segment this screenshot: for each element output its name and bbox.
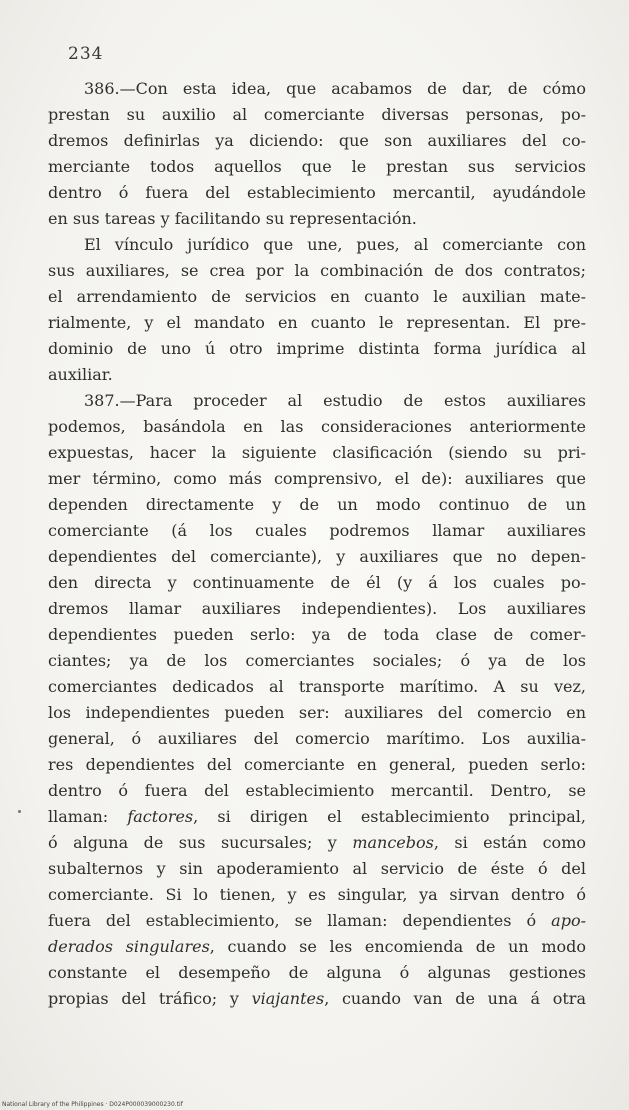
text-line: den directa y continuamente de él (y á los cuales po- — [48, 573, 586, 592]
italic-term: apo- — [551, 911, 586, 930]
text-line — [48, 986, 586, 1012]
text-segment: , si dirigen el establecimiento principal, — [193, 807, 587, 826]
text-segment: , cuando se les encomienda de un modo — [209, 937, 587, 956]
text-line: dependientes pueden serlo: ya de toda clase de comer- — [48, 625, 586, 644]
text-line: prestan su auxilio al comerciante diversas personas, po- — [48, 105, 586, 124]
text-line: 387.—Para proceder al estudio de estos auxiliares — [84, 391, 586, 410]
text-line: subalternos y sin apoderamiento al servicio de éste ó del — [48, 859, 586, 878]
text-line: constante el desempeño de alguna ó algunas gestiones — [48, 963, 586, 982]
text-line — [48, 934, 586, 960]
text-line: dominio de uno ú otro imprime distinta forma jurídica al — [48, 339, 586, 358]
text-line: dentro ó fuera del establecimiento mercantil. Dentro, se — [48, 781, 586, 800]
text-line: sus auxiliares, se crea por la combinación de dos contratos; — [48, 261, 586, 280]
text-line: dremos llamar auxiliares independientes). Los auxiliares — [48, 599, 586, 618]
italic-term: viajantes — [251, 989, 325, 1008]
text-line: auxiliar. — [48, 365, 113, 384]
library-footer: National Library of the Philippines · D024P000039000230.tif — [2, 1101, 183, 1108]
text-line: el arrendamiento de servicios en cuanto le auxilian mate- — [48, 287, 586, 306]
text-line: los independientes pueden ser: auxiliares del comercio en — [48, 703, 586, 722]
text-line: res dependientes del comerciante en general, pueden serlo: — [48, 755, 586, 774]
text-line: mer término, como más comprensivo, el de): auxiliares que — [48, 469, 586, 488]
text-line: expuestas, hacer la siguiente clasificación (siendo su pri- — [48, 443, 586, 462]
italic-term: mancebos — [352, 833, 434, 852]
text-line: dependen directamente y de un modo continuo de un — [48, 495, 586, 514]
text-line — [48, 908, 586, 934]
text-line: dremos definirlas ya diciendo: que son auxiliares del co- — [48, 131, 586, 150]
page-number: 234 — [68, 44, 104, 64]
text-line — [48, 830, 586, 856]
body-text — [48, 76, 586, 1012]
italic-term: factores — [127, 807, 194, 826]
text-line: dependientes del comerciante), y auxiliares que no depen- — [48, 547, 586, 566]
text-segment: , si están como — [433, 833, 586, 852]
text-segment: ó alguna de sus sucursales; y — [48, 833, 353, 852]
italic-term: derados singulares — [48, 937, 210, 956]
text-segment: , cuando van de una á otra — [324, 989, 586, 1008]
text-line: comerciante. Si lo tienen, y es singular, ya sirvan dentro ó — [48, 885, 586, 904]
text-line: en sus tareas y facilitando su representación. — [48, 209, 417, 228]
text-line: comerciante (á los cuales podremos llamar auxiliares — [48, 521, 586, 540]
text-line: rialmente, y el mandato en cuanto le representan. El pre- — [48, 313, 586, 332]
text-line: 386.—Con esta idea, que acabamos de dar, de cómo — [84, 79, 586, 98]
scan-speck — [18, 810, 21, 813]
text-line: comerciantes dedicados al transporte marítimo. A su vez, — [48, 677, 586, 696]
text-segment: llaman: — [48, 807, 128, 826]
text-segment: fuera del establecimiento, se llaman: dependientes ó — [48, 911, 552, 930]
text-line: general, ó auxiliares del comercio marítimo. Los auxilia- — [48, 729, 586, 748]
text-line: podemos, basándola en las consideraciones anteriormente — [48, 417, 586, 436]
text-line: ciantes; ya de los comerciantes sociales; ó ya de los — [48, 651, 586, 670]
text-line: El vínculo jurídico que une, pues, al comerciante con — [84, 235, 586, 254]
text-line: merciante todos aquellos que le prestan sus servicios — [48, 157, 586, 176]
text-line: dentro ó fuera del establecimiento mercantil, ayudándole — [48, 183, 586, 202]
text-line — [48, 804, 586, 830]
text-segment: propias del tráfico; y — [48, 989, 252, 1008]
